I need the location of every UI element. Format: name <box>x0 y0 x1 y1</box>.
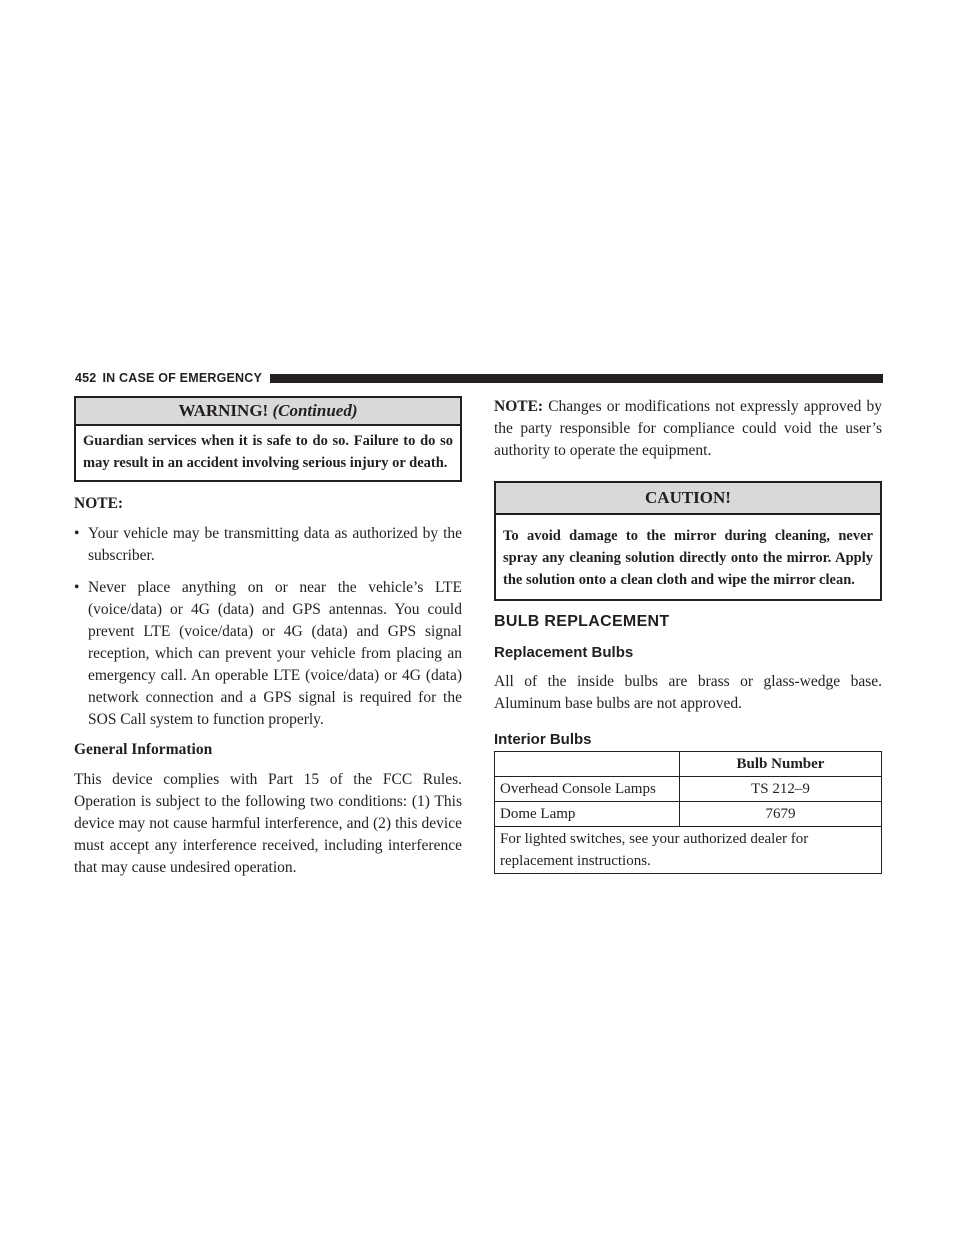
bullet-marker: • <box>74 525 80 542</box>
caution-text: To avoid damage to the mirror during cleaning, never spray any cleaning solution directly onto the mirror. Apply the solution onto a clean cloth and wipe the mirror clean. <box>503 528 873 588</box>
table-cell: Dome Lamp <box>495 802 680 827</box>
table-row <box>495 802 882 827</box>
note-label: NOTE: <box>494 398 544 415</box>
warning-heading <box>76 398 460 426</box>
table-header-row <box>495 752 882 777</box>
right-column <box>494 396 882 874</box>
bullet-marker: • <box>74 579 80 596</box>
table-row <box>495 827 882 874</box>
note-text: Changes or modifications not expressly approved by the party responsible for compliance could void the user’s authority to operate the equipment. <box>494 398 882 459</box>
warning-continued: (Continued) <box>272 401 358 420</box>
table-cell: 7679 <box>680 802 882 827</box>
section-heading: BULB REPLACEMENT <box>494 613 670 630</box>
caution-title: CAUTION! <box>496 483 880 515</box>
table-cell: TS 212–9 <box>680 777 882 802</box>
bullet-item <box>74 577 462 731</box>
page-number: 452 <box>75 371 97 385</box>
warning-box <box>74 396 462 482</box>
table-header-cell <box>495 752 680 777</box>
replacement-heading: Replacement Bulbs <box>494 644 634 661</box>
bullet-item <box>74 523 462 567</box>
general-info-text: This device complies with Part 15 of the FCC Rules. Operation is subject to the following two conditions: (1) This device may not cause harmful interference, and (2) this device must accept any interference received, including interference that may cause undesired operation. <box>74 771 462 876</box>
general-info-heading: General Information <box>74 741 213 758</box>
table-cell: Overhead Console Lamps <box>495 777 680 802</box>
warning-title: WARNING! <box>178 401 269 420</box>
bullet-text: Your vehicle may be transmitting data as authorized by the subscriber. <box>88 525 462 564</box>
note-label: NOTE: <box>74 495 124 512</box>
running-head <box>75 370 883 386</box>
interior-heading: Interior Bulbs <box>494 731 592 748</box>
left-column <box>74 396 462 879</box>
table-footer-cell: For lighted switches, see your authorized dealer for replacement instructions. <box>495 827 882 874</box>
section-title: IN CASE OF EMERGENCY <box>102 371 263 385</box>
replacement-text: All of the inside bulbs are brass or glass-wedge base. Aluminum base bulbs are not approved. <box>494 673 882 712</box>
header-rule <box>270 374 883 383</box>
caution-box <box>494 481 882 601</box>
bulb-table <box>494 751 882 874</box>
table-row <box>495 777 882 802</box>
warning-text: Guardian services when it is safe to do so. Failure to do so may result in an accident involving serious injury or death. <box>83 433 453 471</box>
bullet-text: Never place anything on or near the vehicle’s LTE (voice/data) or 4G (data) and GPS antennas. You could prevent LTE (voice/data) or 4G (data) and GPS signal reception, which can prevent your vehicle from placing an emergency call. An operable LTE (voice/data) or 4G (data) network connection and a GPS signal is required for the SOS Call system to function properly. <box>88 579 462 728</box>
table-header-cell: Bulb Number <box>680 752 882 777</box>
note-paragraph <box>494 396 882 462</box>
